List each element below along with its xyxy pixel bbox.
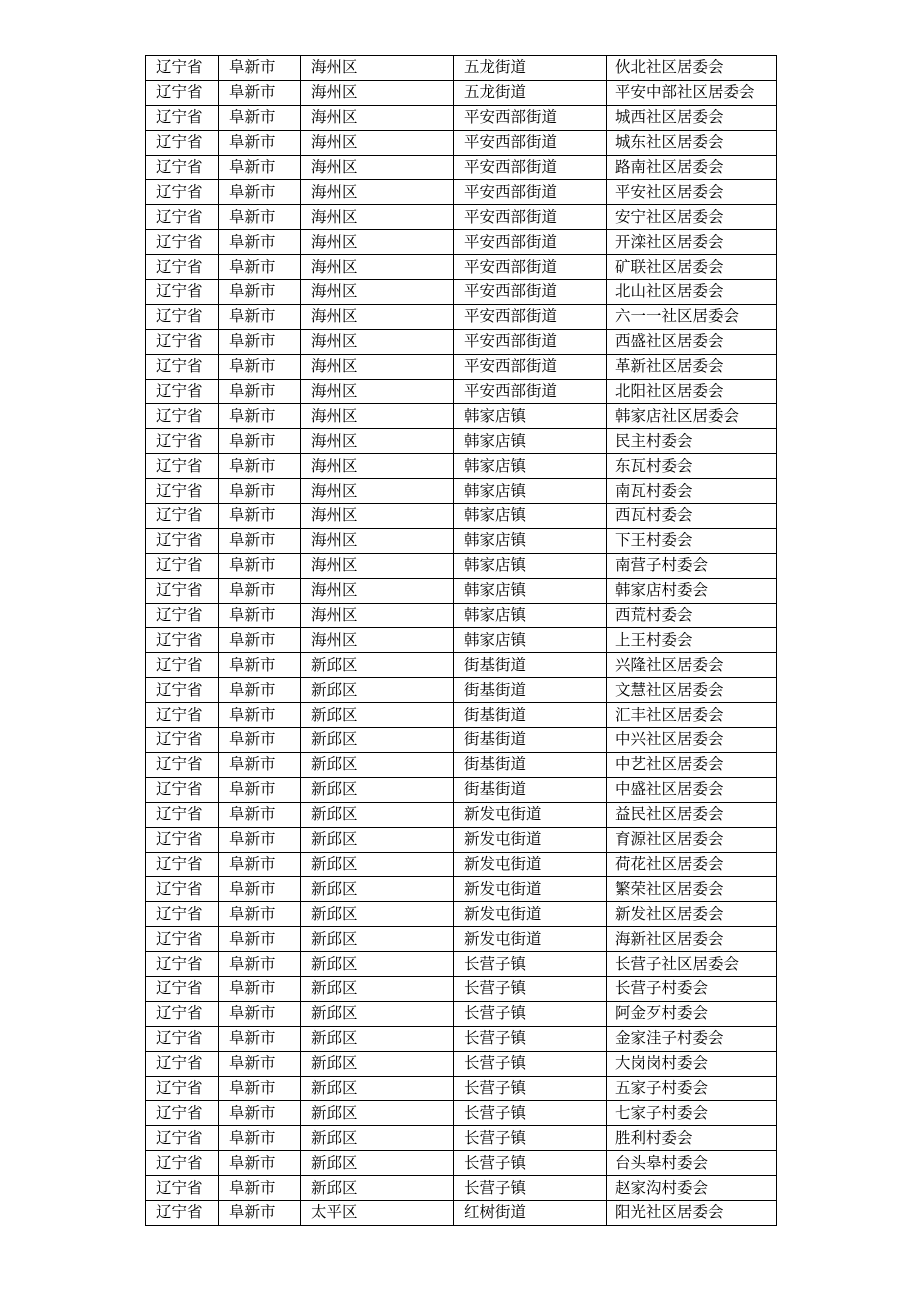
table-row (146, 603, 777, 628)
community-cell: 平安中部社区居委会 (607, 80, 777, 105)
province-cell: 辽宁省 (146, 877, 219, 902)
table-row (146, 379, 777, 404)
table-row (146, 56, 777, 81)
province-cell: 辽宁省 (146, 578, 219, 603)
subdistrict-cell: 街基街道 (454, 653, 607, 678)
city-cell: 阜新市 (219, 976, 301, 1001)
province-cell: 辽宁省 (146, 902, 219, 927)
community-cell: 下王村委会 (607, 528, 777, 553)
city-cell: 阜新市 (219, 1051, 301, 1076)
province-cell: 辽宁省 (146, 802, 219, 827)
district-cell: 新邱区 (301, 678, 454, 703)
subdistrict-cell: 长营子镇 (454, 952, 607, 977)
district-cell: 海州区 (301, 553, 454, 578)
subdistrict-cell: 平安西部街道 (454, 105, 607, 130)
city-cell: 阜新市 (219, 155, 301, 180)
city-cell: 阜新市 (219, 479, 301, 504)
table-row (146, 1200, 777, 1225)
table-row (146, 454, 777, 479)
community-cell: 中盛社区居委会 (607, 777, 777, 802)
subdistrict-cell: 街基街道 (454, 728, 607, 753)
subdistrict-cell: 街基街道 (454, 678, 607, 703)
province-cell: 辽宁省 (146, 454, 219, 479)
table-row (146, 479, 777, 504)
table-row (146, 404, 777, 429)
community-cell: 南营子村委会 (607, 553, 777, 578)
district-cell: 海州区 (301, 603, 454, 628)
community-cell: 南瓦村委会 (607, 479, 777, 504)
community-cell: 新发社区居委会 (607, 902, 777, 927)
subdistrict-cell: 韩家店镇 (454, 528, 607, 553)
table-row (146, 1126, 777, 1151)
subdistrict-cell: 平安西部街道 (454, 230, 607, 255)
province-cell: 辽宁省 (146, 1101, 219, 1126)
district-cell: 海州区 (301, 255, 454, 280)
table-row (146, 703, 777, 728)
subdistrict-cell: 新发屯街道 (454, 852, 607, 877)
table-row (146, 280, 777, 305)
subdistrict-cell: 韩家店镇 (454, 603, 607, 628)
city-cell: 阜新市 (219, 653, 301, 678)
province-cell: 辽宁省 (146, 678, 219, 703)
community-cell: 金家洼子村委会 (607, 1026, 777, 1051)
subdistrict-cell: 韩家店镇 (454, 404, 607, 429)
province-cell: 辽宁省 (146, 255, 219, 280)
table-row (146, 628, 777, 653)
community-cell: 革新社区居委会 (607, 354, 777, 379)
district-cell: 新邱区 (301, 1001, 454, 1026)
district-cell: 海州区 (301, 354, 454, 379)
community-cell: 伙北社区居委会 (607, 56, 777, 81)
community-cell: 七家子村委会 (607, 1101, 777, 1126)
province-cell: 辽宁省 (146, 728, 219, 753)
district-cell: 新邱区 (301, 952, 454, 977)
city-cell: 阜新市 (219, 777, 301, 802)
table-row (146, 553, 777, 578)
community-cell: 民主村委会 (607, 429, 777, 454)
district-cell: 海州区 (301, 230, 454, 255)
city-cell: 阜新市 (219, 802, 301, 827)
subdistrict-cell: 平安西部街道 (454, 280, 607, 305)
district-cell: 新邱区 (301, 802, 454, 827)
district-cell: 海州区 (301, 56, 454, 81)
province-cell: 辽宁省 (146, 280, 219, 305)
city-cell: 阜新市 (219, 280, 301, 305)
district-cell: 海州区 (301, 329, 454, 354)
province-cell: 辽宁省 (146, 1026, 219, 1051)
community-cell: 台头皋村委会 (607, 1151, 777, 1176)
city-cell: 阜新市 (219, 927, 301, 952)
district-cell: 海州区 (301, 105, 454, 130)
community-cell: 东瓦村委会 (607, 454, 777, 479)
subdistrict-cell: 韩家店镇 (454, 454, 607, 479)
province-cell: 辽宁省 (146, 404, 219, 429)
city-cell: 阜新市 (219, 404, 301, 429)
province-cell: 辽宁省 (146, 205, 219, 230)
city-cell: 阜新市 (219, 429, 301, 454)
district-cell: 新邱区 (301, 1026, 454, 1051)
province-cell: 辽宁省 (146, 230, 219, 255)
community-cell: 安宁社区居委会 (607, 205, 777, 230)
province-cell: 辽宁省 (146, 329, 219, 354)
table-row (146, 130, 777, 155)
district-cell: 新邱区 (301, 1076, 454, 1101)
district-cell: 新邱区 (301, 1151, 454, 1176)
province-cell: 辽宁省 (146, 180, 219, 205)
province-cell: 辽宁省 (146, 976, 219, 1001)
district-cell: 海州区 (301, 280, 454, 305)
table-row (146, 653, 777, 678)
subdistrict-cell: 韩家店镇 (454, 429, 607, 454)
district-cell: 太平区 (301, 1200, 454, 1225)
community-cell: 中艺社区居委会 (607, 752, 777, 777)
table-body (146, 56, 777, 1226)
community-cell: 文慧社区居委会 (607, 678, 777, 703)
district-cell: 海州区 (301, 528, 454, 553)
community-cell: 北阳社区居委会 (607, 379, 777, 404)
district-cell: 海州区 (301, 429, 454, 454)
table-row (146, 777, 777, 802)
city-cell: 阜新市 (219, 1151, 301, 1176)
province-cell: 辽宁省 (146, 827, 219, 852)
community-cell: 益民社区居委会 (607, 802, 777, 827)
district-cell: 海州区 (301, 479, 454, 504)
city-cell: 阜新市 (219, 80, 301, 105)
community-cell: 胜利村委会 (607, 1126, 777, 1151)
table-row (146, 80, 777, 105)
community-cell: 中兴社区居委会 (607, 728, 777, 753)
district-cell: 新邱区 (301, 976, 454, 1001)
city-cell: 阜新市 (219, 379, 301, 404)
community-cell: 赵家沟村委会 (607, 1176, 777, 1201)
city-cell: 阜新市 (219, 528, 301, 553)
subdistrict-cell: 新发屯街道 (454, 827, 607, 852)
province-cell: 辽宁省 (146, 603, 219, 628)
community-cell: 五家子村委会 (607, 1076, 777, 1101)
community-cell: 长营子社区居委会 (607, 952, 777, 977)
city-cell: 阜新市 (219, 827, 301, 852)
city-cell: 阜新市 (219, 703, 301, 728)
table-row (146, 528, 777, 553)
province-cell: 辽宁省 (146, 354, 219, 379)
province-cell: 辽宁省 (146, 752, 219, 777)
subdistrict-cell: 平安西部街道 (454, 205, 607, 230)
community-cell: 上王村委会 (607, 628, 777, 653)
province-cell: 辽宁省 (146, 1051, 219, 1076)
community-cell: 开滦社区居委会 (607, 230, 777, 255)
table-row (146, 578, 777, 603)
community-cell: 路南社区居委会 (607, 155, 777, 180)
district-cell: 海州区 (301, 130, 454, 155)
subdistrict-cell: 街基街道 (454, 752, 607, 777)
table-row (146, 1176, 777, 1201)
city-cell: 阜新市 (219, 852, 301, 877)
city-cell: 阜新市 (219, 329, 301, 354)
table-row (146, 1051, 777, 1076)
table-row (146, 155, 777, 180)
table-row (146, 1076, 777, 1101)
table-row (146, 1001, 777, 1026)
province-cell: 辽宁省 (146, 304, 219, 329)
community-cell: 西荒村委会 (607, 603, 777, 628)
community-cell: 西盛社区居委会 (607, 329, 777, 354)
subdistrict-cell: 韩家店镇 (454, 504, 607, 529)
table-row (146, 1026, 777, 1051)
city-cell: 阜新市 (219, 1001, 301, 1026)
table-row (146, 877, 777, 902)
community-cell: 西瓦村委会 (607, 504, 777, 529)
subdistrict-cell: 新发屯街道 (454, 802, 607, 827)
community-cell: 大岗岗村委会 (607, 1051, 777, 1076)
subdistrict-cell: 长营子镇 (454, 1126, 607, 1151)
city-cell: 阜新市 (219, 1176, 301, 1201)
province-cell: 辽宁省 (146, 653, 219, 678)
province-cell: 辽宁省 (146, 952, 219, 977)
city-cell: 阜新市 (219, 130, 301, 155)
district-cell: 海州区 (301, 155, 454, 180)
province-cell: 辽宁省 (146, 130, 219, 155)
community-cell: 城西社区居委会 (607, 105, 777, 130)
province-cell: 辽宁省 (146, 1176, 219, 1201)
province-cell: 辽宁省 (146, 628, 219, 653)
community-cell: 城东社区居委会 (607, 130, 777, 155)
subdistrict-cell: 平安西部街道 (454, 379, 607, 404)
table-row (146, 678, 777, 703)
subdistrict-cell: 长营子镇 (454, 1001, 607, 1026)
subdistrict-cell: 韩家店镇 (454, 578, 607, 603)
district-cell: 新邱区 (301, 1176, 454, 1201)
table-row (146, 976, 777, 1001)
city-cell: 阜新市 (219, 304, 301, 329)
province-cell: 辽宁省 (146, 777, 219, 802)
city-cell: 阜新市 (219, 628, 301, 653)
district-cell: 新邱区 (301, 1101, 454, 1126)
province-cell: 辽宁省 (146, 379, 219, 404)
district-cell: 新邱区 (301, 777, 454, 802)
subdistrict-cell: 平安西部街道 (454, 155, 607, 180)
community-cell: 北山社区居委会 (607, 280, 777, 305)
city-cell: 阜新市 (219, 105, 301, 130)
city-cell: 阜新市 (219, 952, 301, 977)
city-cell: 阜新市 (219, 454, 301, 479)
community-cell: 兴隆社区居委会 (607, 653, 777, 678)
subdistrict-cell: 平安西部街道 (454, 354, 607, 379)
table-row (146, 752, 777, 777)
table-row (146, 827, 777, 852)
city-cell: 阜新市 (219, 553, 301, 578)
subdistrict-cell: 新发屯街道 (454, 902, 607, 927)
district-cell: 海州区 (301, 454, 454, 479)
district-cell: 新邱区 (301, 1126, 454, 1151)
subdistrict-cell: 五龙街道 (454, 56, 607, 81)
table-row (146, 1151, 777, 1176)
city-cell: 阜新市 (219, 902, 301, 927)
subdistrict-cell: 平安西部街道 (454, 255, 607, 280)
province-cell: 辽宁省 (146, 927, 219, 952)
subdistrict-cell: 平安西部街道 (454, 180, 607, 205)
city-cell: 阜新市 (219, 1126, 301, 1151)
city-cell: 阜新市 (219, 180, 301, 205)
city-cell: 阜新市 (219, 578, 301, 603)
table-row (146, 1101, 777, 1126)
province-cell: 辽宁省 (146, 429, 219, 454)
district-cell: 新邱区 (301, 728, 454, 753)
subdistrict-cell: 平安西部街道 (454, 304, 607, 329)
city-cell: 阜新市 (219, 504, 301, 529)
city-cell: 阜新市 (219, 354, 301, 379)
district-cell: 海州区 (301, 504, 454, 529)
province-cell: 辽宁省 (146, 56, 219, 81)
community-cell: 育源社区居委会 (607, 827, 777, 852)
community-cell: 长营子村委会 (607, 976, 777, 1001)
table-row (146, 952, 777, 977)
table-row (146, 728, 777, 753)
subdistrict-cell: 长营子镇 (454, 1051, 607, 1076)
subdistrict-cell: 平安西部街道 (454, 130, 607, 155)
district-cell: 新邱区 (301, 852, 454, 877)
province-cell: 辽宁省 (146, 852, 219, 877)
subdistrict-cell: 韩家店镇 (454, 479, 607, 504)
district-cell: 新邱区 (301, 1051, 454, 1076)
community-cell: 汇丰社区居委会 (607, 703, 777, 728)
province-cell: 辽宁省 (146, 504, 219, 529)
table-row (146, 255, 777, 280)
district-cell: 海州区 (301, 80, 454, 105)
province-cell: 辽宁省 (146, 703, 219, 728)
community-cell: 韩家店社区居委会 (607, 404, 777, 429)
subdistrict-cell: 长营子镇 (454, 1101, 607, 1126)
community-cell: 平安社区居委会 (607, 180, 777, 205)
subdistrict-cell: 新发屯街道 (454, 877, 607, 902)
district-cell: 新邱区 (301, 827, 454, 852)
community-cell: 六一一社区居委会 (607, 304, 777, 329)
table-row (146, 902, 777, 927)
table-row (146, 205, 777, 230)
district-cell: 海州区 (301, 578, 454, 603)
subdistrict-cell: 平安西部街道 (454, 329, 607, 354)
city-cell: 阜新市 (219, 877, 301, 902)
subdistrict-cell: 韩家店镇 (454, 628, 607, 653)
city-cell: 阜新市 (219, 1026, 301, 1051)
province-cell: 辽宁省 (146, 553, 219, 578)
table-row (146, 852, 777, 877)
table-row (146, 105, 777, 130)
province-cell: 辽宁省 (146, 479, 219, 504)
district-cell: 新邱区 (301, 703, 454, 728)
subdistrict-cell: 新发屯街道 (454, 927, 607, 952)
province-cell: 辽宁省 (146, 1200, 219, 1225)
community-cell: 阳光社区居委会 (607, 1200, 777, 1225)
subdistrict-cell: 韩家店镇 (454, 553, 607, 578)
city-cell: 阜新市 (219, 728, 301, 753)
community-cell: 韩家店村委会 (607, 578, 777, 603)
province-cell: 辽宁省 (146, 80, 219, 105)
table-row (146, 802, 777, 827)
city-cell: 阜新市 (219, 56, 301, 81)
city-cell: 阜新市 (219, 603, 301, 628)
province-cell: 辽宁省 (146, 528, 219, 553)
subdistrict-cell: 街基街道 (454, 703, 607, 728)
community-cell: 阿金歹村委会 (607, 1001, 777, 1026)
subdistrict-cell: 长营子镇 (454, 1176, 607, 1201)
table-row (146, 180, 777, 205)
subdistrict-cell: 长营子镇 (454, 1076, 607, 1101)
district-cell: 海州区 (301, 628, 454, 653)
district-cell: 海州区 (301, 404, 454, 429)
subdistrict-cell: 五龙街道 (454, 80, 607, 105)
city-cell: 阜新市 (219, 678, 301, 703)
province-cell: 辽宁省 (146, 105, 219, 130)
table-row (146, 354, 777, 379)
district-cell: 新邱区 (301, 653, 454, 678)
community-cell: 荷花社区居委会 (607, 852, 777, 877)
province-cell: 辽宁省 (146, 1001, 219, 1026)
province-cell: 辽宁省 (146, 1151, 219, 1176)
district-cell: 海州区 (301, 180, 454, 205)
subdistrict-cell: 长营子镇 (454, 1151, 607, 1176)
city-cell: 阜新市 (219, 205, 301, 230)
subdistrict-cell: 红树街道 (454, 1200, 607, 1225)
city-cell: 阜新市 (219, 255, 301, 280)
district-cell: 新邱区 (301, 902, 454, 927)
city-cell: 阜新市 (219, 752, 301, 777)
city-cell: 阜新市 (219, 1200, 301, 1225)
district-cell: 新邱区 (301, 927, 454, 952)
admin-division-table (145, 55, 777, 1226)
community-cell: 矿联社区居委会 (607, 255, 777, 280)
community-cell: 海新社区居委会 (607, 927, 777, 952)
district-cell: 海州区 (301, 205, 454, 230)
table-row (146, 429, 777, 454)
province-cell: 辽宁省 (146, 1126, 219, 1151)
city-cell: 阜新市 (219, 230, 301, 255)
subdistrict-cell: 长营子镇 (454, 976, 607, 1001)
district-cell: 新邱区 (301, 877, 454, 902)
table-row (146, 329, 777, 354)
province-cell: 辽宁省 (146, 1076, 219, 1101)
table-row (146, 304, 777, 329)
province-cell: 辽宁省 (146, 155, 219, 180)
district-cell: 海州区 (301, 379, 454, 404)
district-cell: 新邱区 (301, 752, 454, 777)
city-cell: 阜新市 (219, 1101, 301, 1126)
subdistrict-cell: 长营子镇 (454, 1026, 607, 1051)
community-cell: 繁荣社区居委会 (607, 877, 777, 902)
table-row (146, 927, 777, 952)
subdistrict-cell: 街基街道 (454, 777, 607, 802)
table-row (146, 230, 777, 255)
table-row (146, 504, 777, 529)
city-cell: 阜新市 (219, 1076, 301, 1101)
district-cell: 海州区 (301, 304, 454, 329)
